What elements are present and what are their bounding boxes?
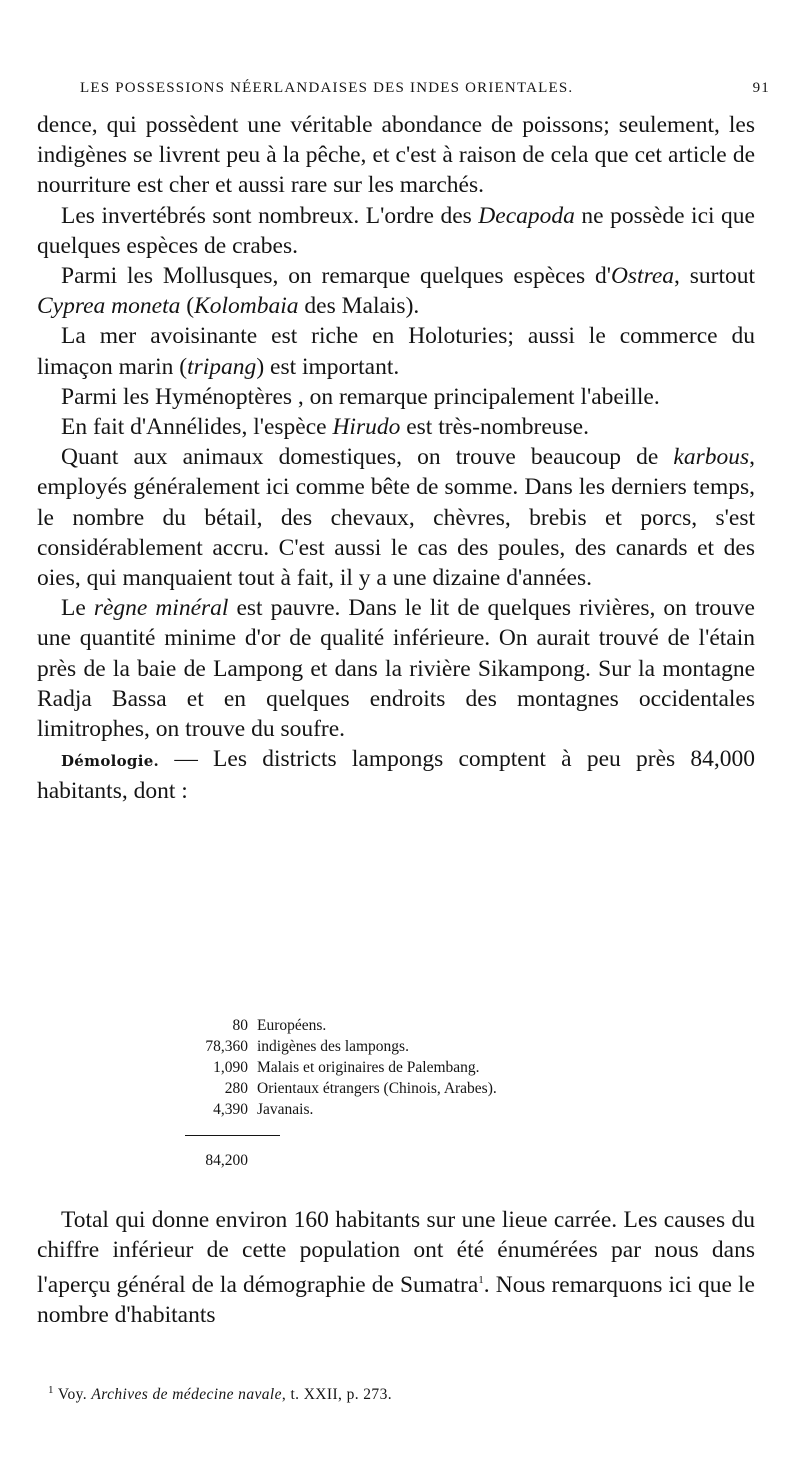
population-table: [37, 1015, 755, 1169]
text-run: Quant aux animaux domestiques, on trouve beaucoup de: [61, 444, 674, 471]
population-count: 280: [224, 1080, 248, 1097]
text-run: ne possède ici que quelques espèces de crabes.: [37, 202, 755, 259]
population-row: [37, 1078, 755, 1099]
text-run: ) est important.: [256, 353, 400, 380]
italic-term: Kolombaia: [194, 293, 299, 320]
paragraph: [37, 442, 755, 593]
italic-term: tripang: [187, 353, 257, 380]
population-row: [37, 1036, 755, 1057]
paragraph: [37, 1205, 755, 1331]
sum-rule: [185, 1135, 280, 1136]
text-run: est très-nombreuse.: [400, 414, 589, 441]
population-rows: [37, 1015, 755, 1120]
text-run: est pauvre. Dans le lit de quelques rivières, on trouve une quantité minime d'or de qualité inférieure. On aurait trouvé de l'étain près de la baie de Lampong et dans la rivière Sikampong. Sur la montagne Radja Bassa et en quelques endroits des montagnes occidentales limitrophes, on trouve du soufre.: [37, 595, 755, 743]
section-heading: Démologie.: [61, 752, 160, 771]
footnote-reference[interactable]: 1: [478, 1274, 484, 1287]
paragraph: [37, 744, 755, 806]
paragraph: [37, 321, 755, 381]
running-title: LES POSSESSIONS NÉERLANDAISES DES INDES ORIENTALES.: [80, 80, 574, 96]
text-run: Parmi les Mollusques, on remarque quelques espèces d': [61, 263, 611, 290]
footnote-mark: 1: [48, 1384, 54, 1396]
population-group: Orientaux étrangers (Chinois, Arabes).: [257, 1080, 497, 1097]
footnote-suffix: , t. XXII, p. 273.: [281, 1386, 392, 1404]
population-row: [37, 1099, 755, 1120]
paragraph: [37, 201, 755, 261]
paragraph: [37, 412, 755, 442]
text-run: , employés généralement ici comme bête de somme. Dans les derniers temps, le nombre du bétail, des chevaux, chèvres, brebis et porcs, s'est considérablement accru. C'est aussi le cas des poules, des canards et des oies, qui manquaient tout à fait, il y a une dizaine d'années.: [37, 444, 755, 592]
population-group: Européens.: [257, 1017, 327, 1034]
paragraph: [37, 593, 755, 744]
text-run: Parmi les Hyménoptères , on remarque principalement l'abeille.: [61, 383, 660, 410]
text-run: — Les districts lampongs comptent à peu près 84,000 habitants, dont :: [37, 746, 755, 805]
population-row: [37, 1057, 755, 1078]
text-run: (: [180, 293, 195, 320]
paragraph: [37, 110, 755, 201]
footnote-title: Archives de médecine navale: [91, 1386, 282, 1404]
population-count: 1,090: [213, 1059, 248, 1076]
running-header: [80, 80, 770, 97]
population-count: 80: [232, 1017, 248, 1034]
text-run: dence, qui possèdent une véritable abondance de poissons; seulement, les indigènes se livrent peu à la pêche, et c'est à raison de cela que cet article de nourriture est cher et aussi rare sur les marchés.: [37, 112, 755, 199]
italic-term: Ostrea: [610, 263, 675, 290]
population-group: Malais et originaires de Palembang.: [257, 1059, 480, 1076]
population-count: 4,390: [213, 1101, 248, 1118]
italic-term: Cyprea moneta: [37, 293, 181, 320]
italic-term: Hirudo: [332, 414, 401, 441]
body-text: [37, 110, 755, 807]
population-group: Javanais.: [257, 1101, 314, 1118]
paragraph: [37, 261, 755, 321]
italic-term: règne minéral: [93, 595, 229, 622]
text-run: Les invertébrés sont nombreux. L'ordre des: [61, 202, 479, 229]
paragraph: [37, 382, 755, 412]
conclusion-text: Total qui donne environ 160 habitants sur une lieue carrée. Les causes du chiffre inférieur de cette population ont été énumérées par nous dans l'aperçu général de la démographie de Sumatra: [37, 1207, 755, 1299]
italic-term: Decapoda: [478, 202, 575, 229]
text-run: Le: [61, 595, 94, 622]
population-total: 84,200: [205, 1152, 248, 1169]
italic-term: karbous: [673, 444, 750, 471]
text-run: des Malais).: [298, 293, 420, 320]
population-row: [37, 1015, 755, 1036]
conclusion-paragraph: [37, 1205, 755, 1331]
conclusion-text-end: . Nous remarquons ici que le nombre d'habitants: [37, 1272, 755, 1329]
population-group: indigènes des lampongs.: [257, 1038, 409, 1055]
text-run: , surtout: [674, 263, 756, 290]
page-number: 91: [752, 80, 770, 96]
population-count: 78,360: [205, 1038, 248, 1055]
footnote-prefix: Voy.: [57, 1386, 92, 1404]
text-run: En fait d'Annélides, l'espèce: [61, 414, 333, 441]
text-run: La mer avoisinante est riche en Holoturies; aussi le commerce du limaçon marin (: [37, 323, 755, 380]
footnote: [48, 1384, 392, 1404]
